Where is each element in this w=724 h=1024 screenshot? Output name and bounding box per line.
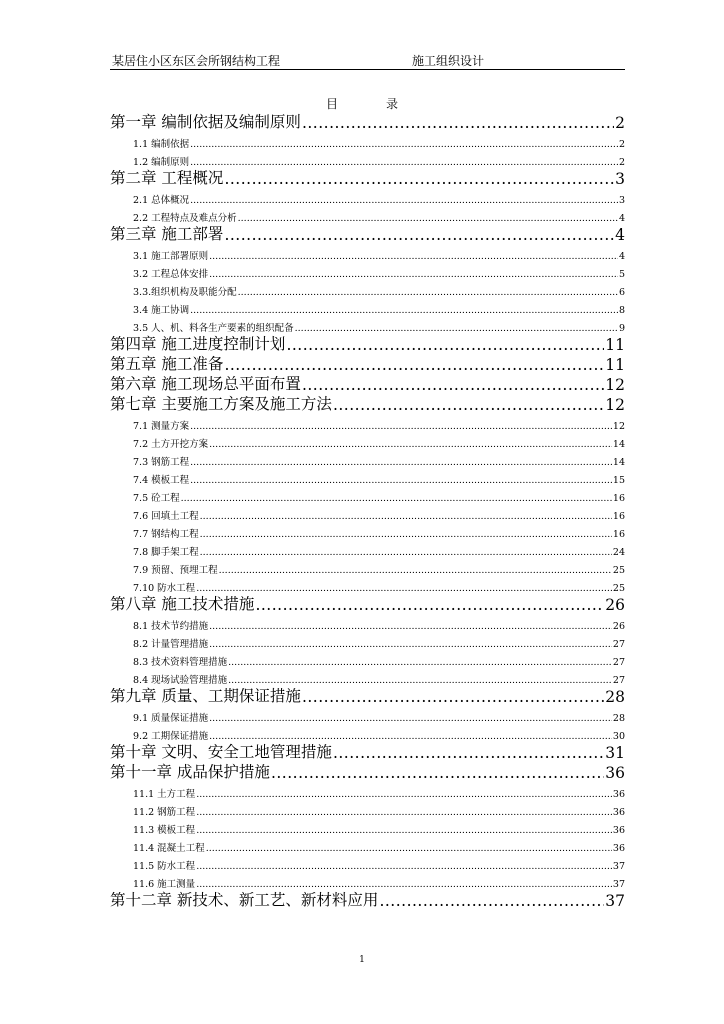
toc-title-char-1: 目: [325, 97, 338, 111]
toc-leader-dots: [209, 269, 618, 280]
toc-chapter-entry[interactable]: [110, 394, 625, 414]
header-rule: [110, 69, 625, 70]
toc-section-entry[interactable]: [110, 188, 625, 206]
toc-entry-page: 12: [605, 396, 625, 414]
toc-section-entry[interactable]: [110, 486, 625, 504]
toc-title-char-2: 录: [386, 97, 399, 111]
toc-section-entry[interactable]: [110, 450, 625, 468]
toc-chapter-entry[interactable]: [110, 334, 625, 354]
toc-section-entry[interactable]: [110, 782, 625, 800]
toc-entry-page: 14: [612, 439, 625, 450]
toc-entry-title: 8.3 技术资料管理措施: [133, 657, 228, 668]
toc-leader-dots: [224, 170, 614, 188]
toc-entry-title: 第五章 施工准备: [110, 355, 224, 373]
toc-entry-title: 7.8 脚手架工程: [133, 547, 199, 558]
toc-entry-title: 9.1 质量保证措施: [133, 713, 209, 724]
toc-leader-dots: [190, 139, 618, 150]
toc-leader-dots: [209, 251, 618, 262]
toc-leader-dots: [200, 511, 612, 522]
toc-entry-title: 3.1 施工部署原则: [133, 251, 209, 262]
toc-entry-title: 7.1 测量方案: [133, 421, 190, 432]
toc-entry-page: 25: [612, 583, 625, 594]
toc-entry-title: 第三章 施工部署: [110, 225, 224, 243]
toc-chapter-entry[interactable]: [110, 374, 625, 394]
toc-entry-title: 7.2 土方开挖方案: [133, 439, 209, 450]
toc-leader-dots: [196, 789, 612, 800]
toc-leader-dots: [209, 713, 612, 724]
toc-entry-title: 7.6 回填土工程: [133, 511, 199, 522]
toc-chapter-entry[interactable]: [110, 890, 625, 910]
toc-leader-dots: [271, 764, 604, 782]
toc-entry-title: 7.4 模板工程: [133, 475, 190, 486]
toc-section-entry[interactable]: [110, 724, 625, 742]
toc-leader-dots: [228, 657, 612, 668]
toc-section-entry[interactable]: [110, 150, 625, 168]
toc-section-entry[interactable]: [110, 504, 625, 522]
toc-entry-title: 第六章 施工现场总平面布置: [110, 375, 301, 393]
toc-entry-title: 11.2 钢筋工程: [133, 807, 196, 818]
toc-chapter-entry[interactable]: [110, 224, 625, 244]
toc-chapter-entry[interactable]: [110, 686, 625, 706]
toc-entry-title: 7.7 钢结构工程: [133, 529, 199, 540]
toc-entry-title: 1.1 编制依据: [133, 139, 190, 150]
toc-entry-page: 3: [618, 195, 625, 206]
toc-title: [0, 95, 724, 112]
toc-entry-page: 6: [618, 287, 625, 298]
toc-section-entry[interactable]: [110, 668, 625, 686]
toc-leader-dots: [255, 596, 604, 614]
toc-entry-page: 27: [612, 675, 625, 686]
toc-entry-page: 37: [605, 892, 625, 910]
toc-entry-title: 3.5 人、机、料各生产要素的组织配备: [133, 323, 294, 334]
toc-entry-page: 2: [618, 139, 625, 150]
table-of-contents: [110, 112, 625, 910]
toc-section-entry[interactable]: [110, 854, 625, 872]
toc-entry-title: 7.5 砼工程: [133, 493, 180, 504]
toc-entry-title: 8.4 现场试验管理措施: [133, 675, 228, 686]
toc-leader-dots: [209, 639, 612, 650]
toc-entry-title: 7.10 防水工程: [133, 583, 196, 594]
toc-leader-dots: [200, 529, 612, 540]
toc-entry-title: 3.4 施工协调: [133, 305, 190, 316]
toc-entry-title: 3.3.组织机构及职能分配: [133, 287, 237, 298]
toc-leader-dots: [238, 213, 618, 224]
toc-entry-page: 12: [605, 376, 625, 394]
toc-entry-page: 3: [615, 170, 625, 188]
toc-entry-page: 31: [605, 744, 625, 762]
toc-leader-dots: [190, 475, 612, 486]
page-number: 1: [359, 955, 365, 965]
project-name: 某居住小区东区会所钢结构工程: [112, 54, 281, 68]
toc-entry-page: 16: [612, 529, 625, 540]
toc-entry-title: 3.2 工程总体安排: [133, 269, 209, 280]
toc-leader-dots: [209, 621, 612, 632]
toc-entry-title: 11.6 施工测量: [133, 879, 196, 890]
toc-leader-dots: [196, 583, 612, 594]
toc-entry-page: 11: [605, 356, 625, 374]
toc-section-entry[interactable]: [110, 800, 625, 818]
toc-entry-page: 16: [612, 511, 625, 522]
toc-section-entry[interactable]: [110, 632, 625, 650]
toc-leader-dots: [190, 421, 612, 432]
toc-entry-title: 第二章 工程概况: [110, 169, 224, 187]
toc-entry-page: 2: [615, 114, 625, 132]
toc-leader-dots: [206, 843, 612, 854]
toc-section-entry[interactable]: [110, 414, 625, 432]
toc-entry-title: 1.2 编制原则: [133, 157, 190, 168]
toc-leader-dots: [333, 744, 604, 762]
toc-entry-title: 第十章 文明、安全工地管理措施: [110, 743, 332, 761]
toc-section-entry[interactable]: [110, 262, 625, 280]
toc-entry-page: 26: [605, 596, 625, 614]
toc-leader-dots: [196, 807, 612, 818]
toc-section-entry[interactable]: [110, 244, 625, 262]
toc-section-entry[interactable]: [110, 836, 625, 854]
toc-entry-page: 27: [612, 657, 625, 668]
toc-leader-dots: [224, 356, 604, 374]
toc-section-entry[interactable]: [110, 540, 625, 558]
toc-entry-page: 12: [612, 421, 625, 432]
toc-leader-dots: [224, 226, 614, 244]
toc-entry-page: 30: [612, 731, 625, 742]
toc-entry-title: 2.1 总体概况: [133, 195, 190, 206]
toc-leader-dots: [190, 305, 618, 316]
toc-section-entry[interactable]: [110, 316, 625, 334]
toc-entry-page: 26: [612, 621, 625, 632]
toc-entry-page: 16: [612, 493, 625, 504]
toc-leader-dots: [219, 565, 612, 576]
toc-entry-title: 8.1 技术节约措施: [133, 621, 209, 632]
toc-entry-page: 27: [612, 639, 625, 650]
document-type: 施工组织设计: [412, 54, 485, 68]
toc-entry-page: 5: [618, 269, 625, 280]
toc-entry-page: 9: [618, 323, 625, 334]
toc-leader-dots: [196, 879, 612, 890]
toc-entry-title: 11.5 防水工程: [133, 861, 196, 872]
toc-entry-page: 11: [605, 336, 625, 354]
toc-entry-title: 第十二章 新技术、新工艺、新材料应用: [110, 891, 379, 909]
toc-entry-page: 37: [612, 861, 625, 872]
toc-entry-page: 4: [618, 213, 625, 224]
page-header: [112, 52, 624, 68]
toc-entry-title: 2.2 工程特点及难点分析: [133, 213, 237, 224]
toc-section-entry[interactable]: [110, 298, 625, 316]
toc-entry-title: 7.9 预留、预埋工程: [133, 565, 218, 576]
toc-entry-title: 11.3 模板工程: [133, 825, 196, 836]
toc-section-entry[interactable]: [110, 432, 625, 450]
toc-section-entry[interactable]: [110, 818, 625, 836]
toc-leader-dots: [286, 336, 604, 354]
toc-leader-dots: [302, 688, 604, 706]
toc-section-entry[interactable]: [110, 706, 625, 724]
toc-entry-page: 15: [612, 475, 625, 486]
toc-leader-dots: [209, 731, 612, 742]
toc-leader-dots: [200, 547, 612, 558]
toc-entry-page: 28: [605, 688, 625, 706]
toc-entry-page: 2: [618, 157, 625, 168]
toc-chapter-entry[interactable]: [110, 168, 625, 188]
toc-entry-page: 4: [618, 251, 625, 262]
toc-entry-title: 第八章 施工技术措施: [110, 595, 255, 613]
toc-section-entry[interactable]: [110, 872, 625, 890]
toc-entry-title: 第七章 主要施工方案及施工方法: [110, 395, 332, 413]
toc-entry-page: 37: [612, 879, 625, 890]
toc-entry-page: 25: [612, 565, 625, 576]
toc-entry-title: 7.3 钢筋工程: [133, 457, 190, 468]
toc-leader-dots: [181, 493, 612, 504]
toc-chapter-entry[interactable]: [110, 742, 625, 762]
toc-leader-dots: [190, 157, 618, 168]
toc-section-entry[interactable]: [110, 614, 625, 632]
toc-entry-title: 第十一章 成品保护措施: [110, 763, 270, 781]
toc-entry-page: 28: [612, 713, 625, 724]
toc-entry-title: 11.1 土方工程: [133, 789, 196, 800]
toc-leader-dots: [302, 114, 614, 132]
toc-entry-title: 8.2 计量管理措施: [133, 639, 209, 650]
toc-leader-dots: [238, 287, 618, 298]
toc-leader-dots: [196, 861, 612, 872]
toc-entry-page: 36: [605, 764, 625, 782]
toc-section-entry[interactable]: [110, 468, 625, 486]
toc-chapter-entry[interactable]: [110, 762, 625, 782]
toc-leader-dots: [379, 892, 604, 910]
toc-chapter-entry[interactable]: [110, 112, 625, 132]
toc-entry-page: 36: [612, 807, 625, 818]
toc-entry-page: 14: [612, 457, 625, 468]
toc-section-entry[interactable]: [110, 650, 625, 668]
toc-entry-title: 9.2 工期保证措施: [133, 731, 209, 742]
toc-leader-dots: [228, 675, 612, 686]
toc-entry-page: 36: [612, 825, 625, 836]
toc-section-entry[interactable]: [110, 206, 625, 224]
toc-entry-title: 11.4 混凝土工程: [133, 843, 205, 854]
toc-entry-page: 36: [612, 789, 625, 800]
toc-section-entry[interactable]: [110, 280, 625, 298]
toc-entry-page: 36: [612, 843, 625, 854]
toc-entry-title: 第四章 施工进度控制计划: [110, 335, 286, 353]
toc-entry-page: 4: [615, 226, 625, 244]
toc-leader-dots: [333, 396, 604, 414]
toc-section-entry[interactable]: [110, 132, 625, 150]
toc-section-entry[interactable]: [110, 576, 625, 594]
toc-leader-dots: [209, 439, 612, 450]
toc-chapter-entry[interactable]: [110, 594, 625, 614]
toc-chapter-entry[interactable]: [110, 354, 625, 374]
toc-section-entry[interactable]: [110, 522, 625, 540]
toc-leader-dots: [190, 457, 612, 468]
toc-leader-dots: [196, 825, 612, 836]
toc-leader-dots: [302, 376, 604, 394]
toc-entry-page: 8: [618, 305, 625, 316]
toc-entry-page: 24: [612, 547, 625, 558]
toc-leader-dots: [295, 323, 618, 334]
toc-entry-title: 第九章 质量、工期保证措施: [110, 687, 301, 705]
toc-entry-title: 第一章 编制依据及编制原则: [110, 113, 301, 131]
toc-leader-dots: [190, 195, 618, 206]
toc-section-entry[interactable]: [110, 558, 625, 576]
